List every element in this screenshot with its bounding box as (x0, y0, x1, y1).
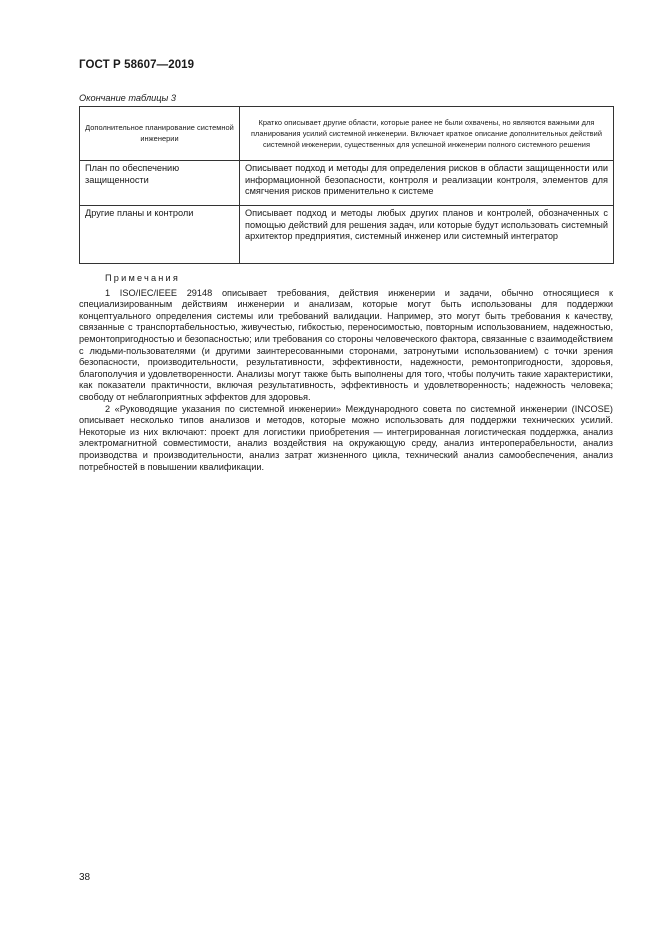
row-description-cell: Описывает подход и методы любых других планов и контролей, обозначенных с помощью действий для решения задач, или которые будут использовать системный архитектор предприятия, системный инженер или системный интегратор (240, 206, 614, 264)
row-name-cell: Другие планы и контроли (80, 206, 240, 264)
note-paragraph-2: 2 «Руководящие указания по системной инженерии» Международного совета по системной инженерии (INCOSE) описывает несколько типов анализов и методов, которые можно использовать для поддержки технических усилий. Некоторые из них включают: проект для логистики приобретения — интегрированная логистическая поддержка, анализ электромагнитной совместимости, анализ воздействия на окружающую среду, анализ интероперабельности, анализ производства и производительности, анализ затрат жизненного цикла, технический анализ самообеспечения, анализ потребностей в повышении квалификации. (79, 403, 613, 472)
row-name-cell: План по обеспечению защищенности (80, 161, 240, 206)
header-description-cell: Кратко описывает другие области, которые ранее не были охвачены, но являются важными для планирования усилий системной инженерии. Включает краткое описание дополнительных действий системной инженерии, существенных для успешной инженерии полного системного решения (240, 107, 614, 161)
notes-section (79, 273, 613, 473)
table-header-row (80, 107, 614, 161)
note-paragraph-1: 1 ISO/IEC/IEEE 29148 описывает требования, действия инженерии и задачи, обычно относящиеся к специализированным действиям инженерии и анализам, которые могут быть использованы для поддержки концептуального определения системы или требований валидации. Например, это могут быть требования к качеству, связанные с транспортабельностью, живучестью, гибкостью, переносимостью, повторным использованием, надежностью, ремонтопригодностью и безопасностью; или требования со стороны человеческого фактора, связанные с взаимодействием с людьми-пользователями (и другими заинтересованными сторонами, затронутыми использованием) с точки зрения безопасности, производительности, результативности, эффективности, надежности, ремонтопригодности, здоровья, благополучия и удовлетворенности. Анализы могут также быть выполнены для того, чтобы получить такие характеристики, как показатели практичности, включая результативность, эффективность и удовлетворенность; надежность человека; свободу от неблагоприятных эффектов для здоровья. (79, 287, 613, 402)
plans-table (79, 106, 614, 264)
header-name-cell: Дополнительное планирование системной инженерии (80, 107, 240, 161)
table-caption: Окончание таблицы 3 (79, 93, 176, 103)
table-row (80, 161, 614, 206)
table-row (80, 206, 614, 264)
notes-heading: Примечания (105, 273, 181, 283)
page-number: 38 (79, 872, 91, 883)
row-description-cell: Описывает подход и методы для определения рисков в области защищенности или информационной безопасности, контроля и реализации контроля, элементов для смягчения рисков применительно к системе (240, 161, 614, 206)
document-code: ГОСТ Р 58607—2019 (79, 59, 195, 71)
